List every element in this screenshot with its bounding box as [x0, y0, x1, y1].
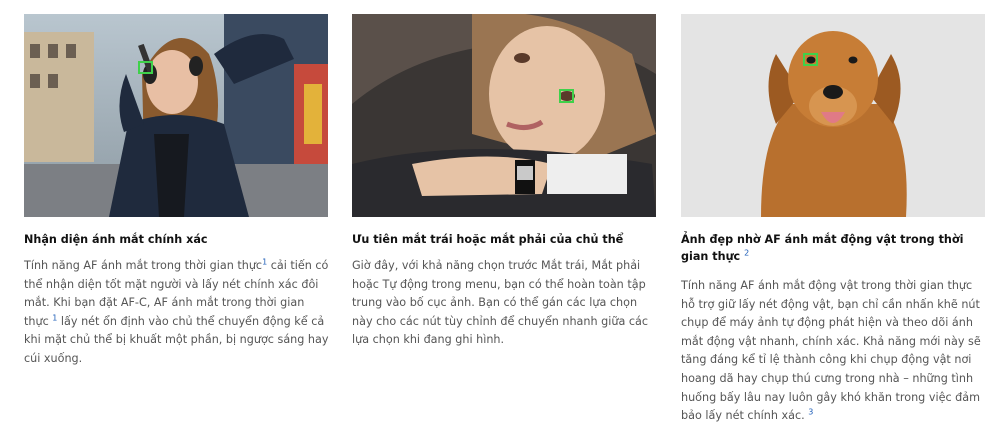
card-title: Ảnh đẹp nhờ AF ánh mắt động vật trong thời gian thực $^2$ — [681, 233, 964, 263]
footnote-ref[interactable]: 3 — [808, 407, 814, 417]
card-description: Tính năng AF ánh mắt động vật trong thời gian thực hỗ trợ giữ lấy nét động vật, bạn chỉ cần nhấn khẽ nút chụp để máy ảnh tự động phát hiện và theo dõi ánh mắt động vật nhanh, chính xác. Khả năng mới này sẽ tăng đáng kể tỉ lệ thành công khi chụp động vật nơi hoang dã hay chụp thú cưng trong nhà – những tình huống bấy lâu nay luôn gây khó khăn trong việc đảm bảo lấy nét chính xác. $^3$ — [681, 279, 981, 423]
feature-card-left-right-eye — [352, 14, 658, 350]
card-title: Nhận diện ánh mắt chính xác — [24, 233, 208, 246]
golden-retriever-image — [681, 14, 985, 217]
feature-card-eye-detection — [24, 14, 330, 369]
woman-headphones-image — [24, 14, 328, 217]
card-description: Tính năng AF ánh mắt trong thời gian thực$^1$ cải tiến có thể nhận diện tốt mặt người và lấy nét chính xác đôi mắt. Khi bạn đặt AF-C, AF ánh mắt trong thời gian thực $^1$ lấy nét ổn định vào chủ thể chuyển động kể cả khi mặt chủ thể bị khuất một phần, bị ngược sáng hay cúi xuống. — [24, 257, 329, 365]
footnote-ref[interactable]: 1 — [52, 313, 58, 323]
feature-card-animal-eye — [681, 14, 987, 426]
footnote-ref[interactable]: 1 — [262, 257, 268, 267]
feature-photo-woman-resting — [352, 14, 656, 217]
footnote-ref[interactable]: 2 — [744, 248, 750, 258]
feature-photo-golden-retriever — [681, 14, 985, 217]
card-title: Ưu tiên mắt trái hoặc mắt phải của chủ thể — [352, 233, 624, 246]
woman-resting-image — [352, 14, 656, 217]
feature-photo-woman-headphones — [24, 14, 328, 217]
card-description: Giờ đây, với khả năng chọn trước Mắt trái, Mắt phải hoặc Tự động trong menu, bạn có thể hoàn toàn tập trung vào bố cục ảnh. Bạn có thể gán các lựa chọn này cho các nút tùy chỉnh để chuyển nhanh giữa các lựa chọn khi đang ghi hình. — [352, 259, 649, 347]
